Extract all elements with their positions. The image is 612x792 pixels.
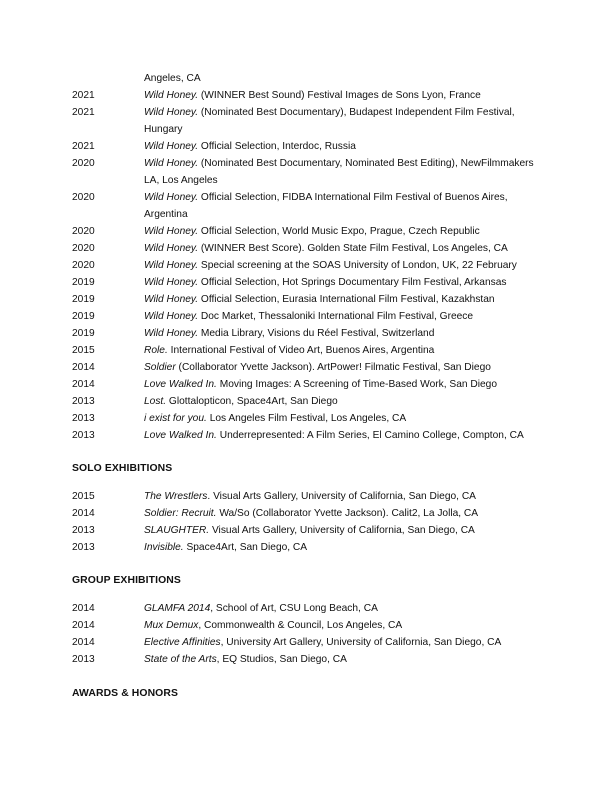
work-title: Wild Honey. xyxy=(144,158,199,169)
work-title: Love Walked In. xyxy=(144,379,217,390)
entry-description xyxy=(144,427,548,444)
entry-year: 2021 xyxy=(72,90,95,101)
work-title: Elective Affinities xyxy=(144,637,221,648)
work-title: Wild Honey. xyxy=(144,226,199,237)
work-title: GLAMFA 2014 xyxy=(144,603,211,614)
entry-details: Visual Arts Gallery, University of California, San Diego, CA xyxy=(209,525,475,536)
entry-description xyxy=(144,274,548,291)
entry-details: Special screening at the SOAS University of London, UK, 22 February xyxy=(198,260,517,271)
entry-year: 2013 xyxy=(72,430,95,441)
entry-details: (Collaborator Yvette Jackson). ArtPower! Filmatic Festival, San Diego xyxy=(175,362,491,373)
work-title: Invisible. xyxy=(144,542,184,553)
carryover-text: Angeles, CA xyxy=(144,73,201,84)
work-title: Wild Honey. xyxy=(144,328,199,339)
entry-year: 2019 xyxy=(72,277,95,288)
entry-year: 2019 xyxy=(72,311,95,322)
entry-description xyxy=(144,291,548,308)
entry-description xyxy=(144,651,548,668)
work-title: Wild Honey. xyxy=(144,311,199,322)
entry-description xyxy=(144,634,548,651)
work-title: Wild Honey. xyxy=(144,294,199,305)
section-heading-awards-honors: AWARDS & HONORS xyxy=(72,688,178,699)
entry-description xyxy=(144,600,548,617)
entry-year: 2014 xyxy=(72,362,95,373)
entry-year: 2019 xyxy=(72,294,95,305)
work-title: Soldier xyxy=(144,362,176,373)
entry-year: 2014 xyxy=(72,508,95,519)
work-title: Role. xyxy=(144,345,168,356)
entry-year: 2020 xyxy=(72,260,95,271)
entry-description xyxy=(144,505,548,522)
entry-year: 2013 xyxy=(72,525,95,536)
entry-description xyxy=(144,522,548,539)
entry-year: 2013 xyxy=(72,413,95,424)
entry-details: Media Library, Visions du Réel Festival, Switzerland xyxy=(198,328,435,339)
entry-description xyxy=(144,240,548,257)
entry-description xyxy=(144,257,548,274)
entry-details: International Festival of Video Art, Buenos Aires, Argentina xyxy=(167,345,435,356)
entry-details: (Nominated Best Documentary, Nominated Best Editing), NewFilmmakers LA, Los Angeles xyxy=(144,158,534,186)
entry-details: Wa/So (Collaborator Yvette Jackson). Calit2, La Jolla, CA xyxy=(216,508,479,519)
entry-details: Official Selection, World Music Expo, Prague, Czech Republic xyxy=(198,226,480,237)
entry-description xyxy=(144,376,548,393)
entry-details: . Visual Arts Gallery, University of California, San Diego, CA xyxy=(207,491,476,502)
entry-description xyxy=(144,223,548,240)
entry-year: 2013 xyxy=(72,654,95,665)
entry-description xyxy=(144,359,548,376)
entry-year: 2014 xyxy=(72,637,95,648)
work-title: Wild Honey. xyxy=(144,141,199,152)
entry-details: Moving Images: A Screening of Time-Based Work, San Diego xyxy=(216,379,497,390)
entry-year: 2014 xyxy=(72,379,95,390)
entry-details: Los Angeles Film Festival, Los Angeles, CA xyxy=(206,413,407,424)
entry-details: (WINNER Best Sound) Festival Images de Sons Lyon, France xyxy=(198,90,481,101)
entry-description xyxy=(144,539,548,556)
entry-year: 2014 xyxy=(72,603,95,614)
entry-details: Space4Art, San Diego, CA xyxy=(183,542,308,553)
entry-year: 2020 xyxy=(72,243,95,254)
entry-details: Glottaloptic​on, Space4Art, San Diego xyxy=(166,396,338,407)
entry-details: Official Selection, Interdoc, Russia xyxy=(198,141,356,152)
work-title: Wild Honey. xyxy=(144,243,199,254)
entry-year: 2015 xyxy=(72,491,95,502)
entry-description xyxy=(144,393,548,410)
work-title: Wild Honey. xyxy=(144,260,199,271)
section-heading-group-exhibitions: GROUP EXHIBITIONS xyxy=(72,575,181,586)
entry-description xyxy=(144,189,548,223)
work-title: Wild Honey. xyxy=(144,277,199,288)
work-title: Wild Honey. xyxy=(144,192,199,203)
work-title: Wild Honey. xyxy=(144,107,199,118)
entry-year: 2021 xyxy=(72,141,95,152)
entry-year: 2020 xyxy=(72,226,95,237)
entry-details: Official Selection, FIDBA International Film Festival of Buenos Aires, Argentina xyxy=(144,192,508,220)
entry-details: , University Art Gallery, University of California, San Diego, CA xyxy=(220,637,502,648)
entry-description xyxy=(144,155,548,189)
work-title: i exist for you. xyxy=(144,413,207,424)
entry-year: 2019 xyxy=(72,328,95,339)
work-title: Love Walked In. xyxy=(144,430,217,441)
entry-details: Doc Market, Thessaloniki International Film Festival, Greece xyxy=(198,311,474,322)
entry-description xyxy=(144,325,548,342)
entry-details: Official Selection, Hot Springs Documentary Film Festival, Arkansas xyxy=(198,277,507,288)
entry-details: , Commonwealth & Council, Los Angeles, CA xyxy=(198,620,403,631)
work-title: Mux Demux xyxy=(144,620,199,631)
entry-description xyxy=(144,342,548,359)
entry-year: 2013 xyxy=(72,542,95,553)
entry-description xyxy=(144,617,548,634)
work-title: Lost. xyxy=(144,396,167,407)
entry-details: (Nominated Best Documentary), Budapest Independent Film Festival, Hungary xyxy=(144,107,515,135)
entry-description xyxy=(144,138,548,155)
entry-details: , School of Art, CSU Long Beach, CA xyxy=(210,603,378,614)
entry-year: 2015 xyxy=(72,345,95,356)
section-heading-solo-exhibitions: SOLO EXHIBITIONS xyxy=(72,463,173,474)
entry-description xyxy=(144,410,548,427)
work-title: SLAUGHTER. xyxy=(144,525,210,536)
entry-year: 2014 xyxy=(72,620,95,631)
entry-details: (WINNER Best Score). Golden State Film Festival, Los Angeles, CA xyxy=(198,243,508,254)
work-title: Soldier: Recruit. xyxy=(144,508,217,519)
work-title: Wild Honey. xyxy=(144,90,199,101)
entry-description xyxy=(144,308,548,325)
entry-year: 2021 xyxy=(72,107,95,118)
entry-year: 2020 xyxy=(72,192,95,203)
entry-year: 2013 xyxy=(72,396,95,407)
entry-description xyxy=(144,87,548,104)
entry-description xyxy=(144,104,548,138)
entry-description xyxy=(144,488,548,505)
entry-year: 2020 xyxy=(72,158,95,169)
work-title: State of the Arts xyxy=(144,654,217,665)
entry-details: Underrepresented: A Film Series, El Camino College, Compton, CA xyxy=(216,430,524,441)
entry-details: , EQ Studios, San Diego, CA xyxy=(216,654,347,665)
entry-details: Official Selection, Eurasia International Film Festival, Kazakhstan xyxy=(198,294,495,305)
work-title: The Wrestlers xyxy=(144,491,208,502)
